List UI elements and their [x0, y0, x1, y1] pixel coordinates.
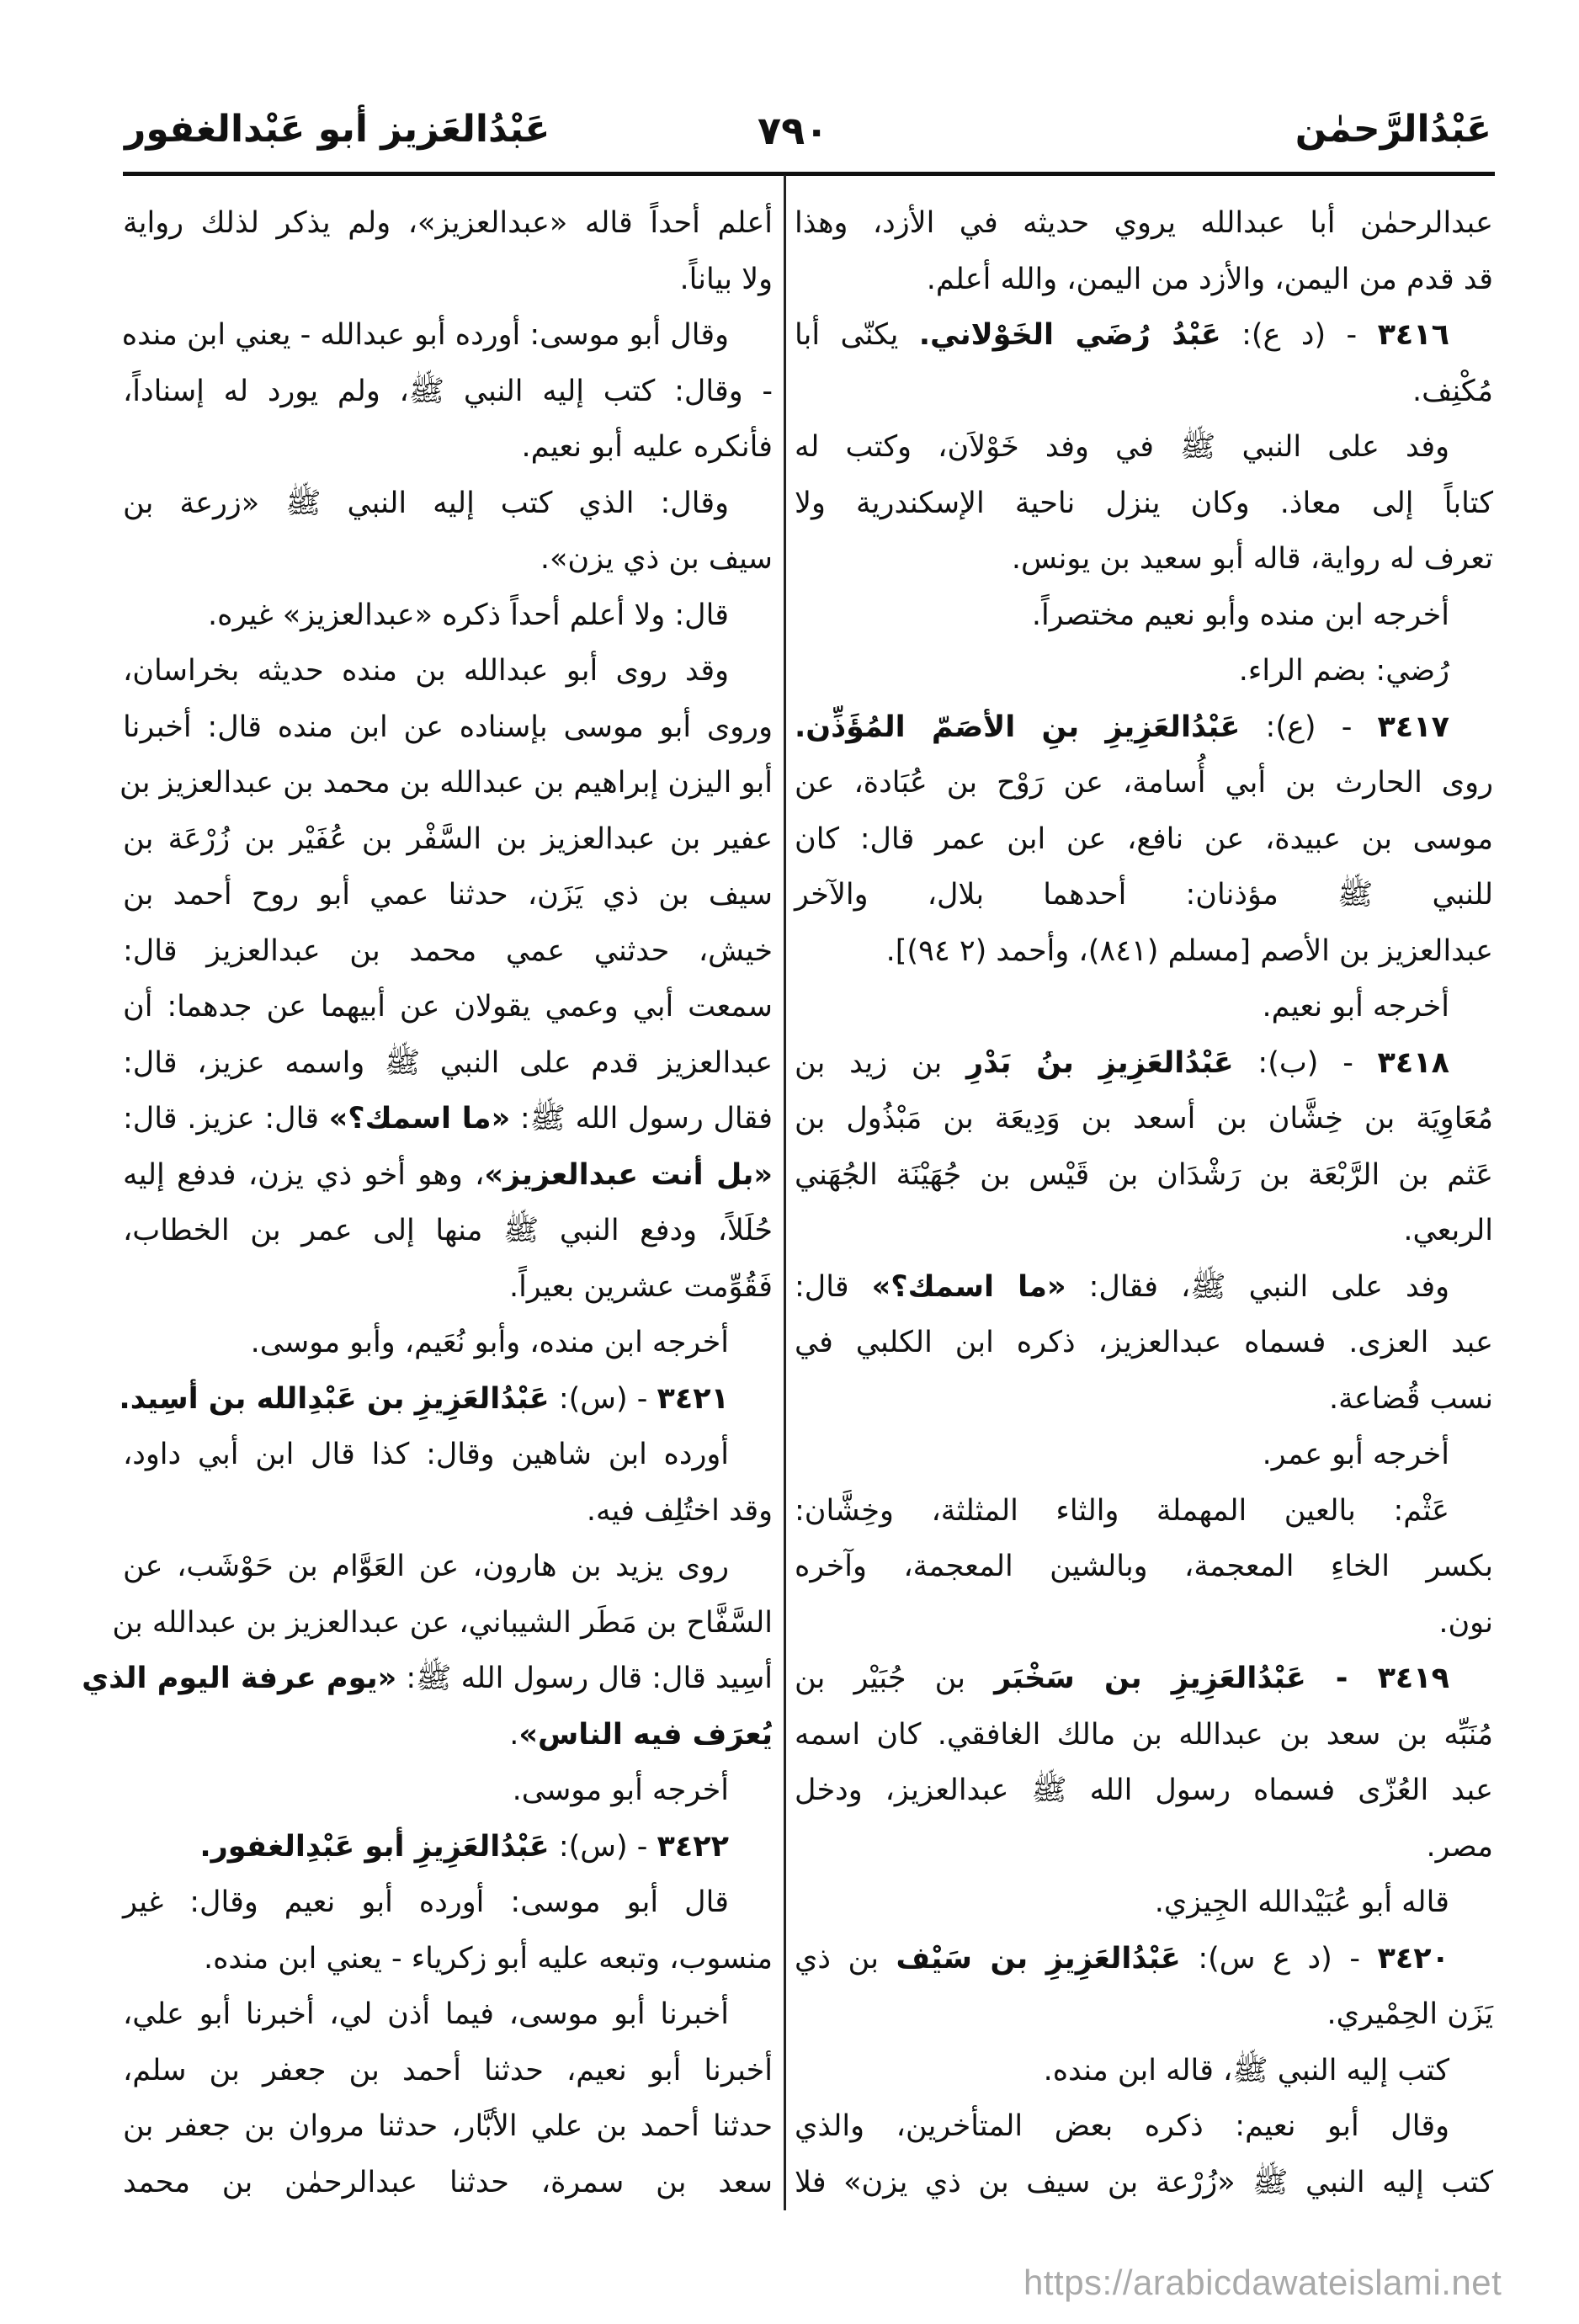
text-run: قال: عزيز. قال:: [123, 1102, 329, 1135]
running-header-right: عَبْدُالرَّحمٰن: [1295, 108, 1491, 151]
text-run: عبد العُزّى فسماه رسول الله ﷺ عبدالعزيز، ودخل: [795, 1774, 1493, 1807]
text-run: عفير بن عبدالعزيز بن السَّفْر بن عُفَيْر بن زُرْعَة بن: [123, 822, 773, 856]
text-run: أخرجه أبو موسى.: [512, 1774, 729, 1807]
text-run: كتب إليه النبي ﷺ، قاله ابن منده.: [1043, 2053, 1449, 2087]
text-line: [795, 588, 1493, 644]
text-line: [795, 2098, 1493, 2155]
text-run: عبد العزى. فسماه عبدالعزيز، ذكره ابن الكلبي في: [795, 1326, 1493, 1359]
text-run: قاله أبو عُبَيْدالله الجِيزي.: [1154, 1885, 1449, 1919]
text-line: [123, 867, 773, 923]
text-line: [123, 364, 773, 420]
text-line: [795, 531, 1493, 588]
text-run: وقد اختُلِف فيه.: [586, 1493, 773, 1528]
bold-text-run: عَبْدُالعَزِيزِ بنُ بَدْرِ: [965, 1045, 1234, 1080]
text-line: [795, 1315, 1493, 1371]
watermark-url: https://arabicdawateislami.net: [1023, 2263, 1502, 2302]
text-line: [795, 307, 1493, 364]
text-line: [795, 1259, 1493, 1316]
text-line: [123, 252, 773, 308]
text-run: فَقُوِّمت عشرين بعيراً.: [508, 1269, 773, 1304]
text-line: [795, 1371, 1493, 1428]
text-line: [795, 419, 1493, 476]
text-line: [123, 195, 773, 252]
text-run: يَزَن الحِمْيري.: [1326, 1997, 1493, 2031]
left-column: [82, 195, 773, 2210]
text-run: سعد بن سمرة، حدثنا عبدالرحمٰن بن محمد: [123, 2165, 773, 2199]
bold-text-run: عَبْدُالعَزِيزِ بنِ الأصَمّ المُؤَذِّن.: [795, 710, 1241, 744]
text-line: [795, 643, 1493, 699]
bold-text-run: ٣٤١٦: [1377, 318, 1450, 352]
bold-text-run: ٣٤١٧: [1377, 710, 1449, 744]
text-run: سيف بن ذي يَزَن، حدثنا عمي أبو روح أحمد بن: [123, 878, 773, 912]
bold-text-run: ٣٤٢١: [657, 1381, 729, 1416]
text-run: مُنَبِّه بن سعد بن عبدالله بن مالك الغافقي. كان اسمه: [795, 1717, 1493, 1752]
text-run: روى يزيد بن هارون، عن العَوَّام بن حَوْشَب، عن: [123, 1550, 729, 1583]
text-run: قال أبو موسى: أورده أبو نعيم وقال: غير: [123, 1885, 729, 1919]
text-line: [795, 1147, 1493, 1204]
text-run: قال:: [795, 1269, 872, 1304]
text-line: [795, 1035, 1493, 1092]
text-run: عبدالعزيز قدم على النبي ﷺ واسمه عزيز، قال:: [123, 1045, 773, 1080]
text-run: - (س):: [549, 1829, 657, 1864]
text-line: [123, 588, 773, 644]
text-line: [112, 1595, 773, 1651]
text-run: رُضي: بضم الراء.: [1238, 654, 1449, 688]
text-line: [795, 364, 1493, 420]
bold-text-run: عَبْدُالعَزِيزِ بن عَبْدِالله بن أسِيد.: [119, 1381, 550, 1416]
text-line: [123, 419, 773, 476]
text-line: [795, 1203, 1493, 1259]
text-run: موسى بن عبيدة، عن نافع، عن ابن عمر قال: كان: [795, 822, 1493, 856]
text-run: الربعي.: [1403, 1214, 1493, 1247]
header-rule: [123, 172, 1495, 176]
text-run: نسب قُضاعة.: [1329, 1381, 1493, 1416]
text-run: .: [509, 1717, 519, 1752]
text-line: [123, 1763, 773, 1819]
text-line: [120, 755, 773, 811]
text-run: بن زيد بن: [795, 1045, 966, 1080]
text-line: [123, 2043, 773, 2099]
text-run: روى الحارث بن أبي أُسامة، عن رَوْح بن عُبَادة، عن: [795, 766, 1493, 800]
bold-text-run: يُعرَف فيه الناس»: [518, 1717, 773, 1752]
text-line: [123, 1483, 773, 1540]
page-number: ٧٩٠: [758, 108, 829, 153]
text-run: عبدالعزيز بن الأصم [مسلم (٨٤١)، وأحمد (٢ ٩٤)].: [885, 933, 1493, 968]
text-line: [795, 979, 1493, 1035]
text-run: أخرجه أبو عمر.: [1262, 1438, 1449, 1471]
text-line: [123, 1315, 773, 1371]
text-run: ، وهو أخو ذي يزن، فدفع إليه: [123, 1157, 485, 1192]
text-run: وروى أبو موسى بإسناده عن ابن منده قال: أخبرنا: [123, 710, 773, 744]
text-line: [795, 1427, 1493, 1483]
bold-text-run: عَبْدُ رُضَي الخَوْلاني.: [918, 318, 1221, 352]
text-run: وفد على النبي ﷺ في وفد خَوْلاَن، وكتب له: [795, 430, 1449, 464]
text-line: [123, 1091, 773, 1147]
text-line: [123, 2155, 773, 2211]
text-line: [795, 755, 1493, 811]
text-run: عبدالرحمٰن أبا عبدالله يروي حديثه في الأزد، وهذا: [795, 206, 1493, 240]
text-line: [123, 2098, 773, 2155]
text-line: [123, 307, 773, 364]
text-run: وقال أبو موسى: أورده أبو عبدالله - يعني ابن منده: [121, 318, 729, 352]
text-run: بن ذي: [795, 1941, 896, 1976]
text-line: [795, 476, 1493, 532]
text-run: للنبي ﷺ مؤذنان: أحدهما بلال، والآخر: [795, 878, 1493, 912]
text-line: [123, 1035, 773, 1092]
text-run: قد قدم من اليمن، والأزد من اليمن، والله أعلم.: [926, 262, 1493, 296]
text-line: [795, 195, 1493, 252]
text-line: [795, 811, 1493, 868]
text-run: أورده ابن شاهين وقال: كذا قال ابن أبي داود،: [123, 1438, 729, 1471]
text-line: [795, 1707, 1493, 1763]
text-line: [123, 1259, 773, 1316]
text-line: [795, 1986, 1493, 2043]
text-run: سيف بن ذي يزن».: [540, 542, 773, 576]
text-run: خيش، حدثني عمي محمد بن عبدالعزيز قال:: [123, 933, 773, 968]
text-line: [123, 1147, 773, 1204]
text-line: [123, 979, 773, 1035]
running-header-left: عَبْدُالعَزيز أبو عَبْدالغفور: [125, 108, 550, 151]
column-divider: [784, 175, 786, 2210]
text-run: عَثْم: بالعين المهملة والثاء المثلثة، وخِشَّان:: [795, 1493, 1449, 1528]
text-run: قال: ولا أعلم أحداً ذكره «عبدالعزيز» غيره.: [208, 598, 729, 632]
text-line: [795, 1875, 1493, 1931]
text-run: تعرف له رواية، قاله أبو سعيد بن يونس.: [1011, 542, 1493, 576]
text-line: [119, 1371, 773, 1428]
text-run: فقال رسول الله ﷺ:: [510, 1102, 773, 1135]
text-line: [123, 811, 773, 868]
bold-text-run: عَبْدُالعَزِيزِ أبو عَبْدِالغفور.: [199, 1829, 550, 1864]
text-line: [795, 1931, 1493, 1987]
text-line: [123, 531, 773, 588]
text-run: وقد روى أبو عبدالله بن منده حديثه بخراسان،: [123, 654, 729, 688]
text-run: كتب إليه النبي ﷺ «زُرْعة بن سيف بن ذي يزن» فلا: [795, 2165, 1493, 2199]
text-run: مُعَاوِيَة بن خِشَّان بن أسعد بن وَدِيعَة بن مَبْذُول بن: [795, 1102, 1493, 1135]
text-run: سمعت أبي وعمي يقولان عن أبيهما عن جدهما: أن: [123, 990, 773, 1024]
text-line: [123, 643, 773, 699]
text-run: أسِيد قال: قال رسول الله ﷺ:: [396, 1662, 773, 1695]
bold-text-run: «بل أنت عبدالعزيز»: [484, 1157, 773, 1192]
bold-text-run: «يوم عرفة اليوم الذي: [82, 1662, 397, 1695]
text-line: [123, 1931, 773, 1987]
text-run: بكسر الخاءِ المعجمة، وبالشين المعجمة، وآخره: [795, 1550, 1493, 1583]
text-run: - (د ع):: [1220, 318, 1378, 352]
text-run: أبو اليزن إبراهيم بن عبدالله بن محمد بن عبدالعزيز بن: [120, 766, 773, 800]
text-run: كتاباً إلى معاذ. وكان ينزل ناحية الإسكندرية ولا: [795, 486, 1493, 520]
text-run: مُكْنِف.: [1412, 374, 1493, 408]
text-line: [82, 1651, 773, 1707]
bold-text-run: ٣٤١٩ - عَبْدُالعَزِيزِ بن سَخْبَر: [994, 1662, 1450, 1695]
text-run: منسوب، وتبعه عليه أبو زكرياء - يعني ابن منده.: [203, 1941, 773, 1976]
text-run: وقال: الذي كتب إليه النبي ﷺ «زرعة بن: [123, 486, 729, 520]
text-run: أخبرنا أبو نعيم، حدثنا أحمد بن جعفر بن سلم،: [123, 2053, 773, 2087]
text-run: مصر.: [1426, 1829, 1493, 1864]
bold-text-run: ٣٤٢٠: [1377, 1941, 1449, 1976]
text-line: [123, 1707, 773, 1763]
text-run: ولا بياناً.: [679, 262, 773, 296]
text-run: أخرجه ابن منده، وأبو نُعَيم، وأبو موسى.: [250, 1326, 729, 1359]
text-run: وفد على النبي ﷺ، فقال:: [1066, 1269, 1449, 1304]
text-run: وقال أبو نعيم: ذكره بعض المتأخرين، والذي: [795, 2109, 1449, 2143]
text-run: السَّفَّاح بن مَطَر الشيباني، عن عبدالعزيز بن عبدالله بن: [112, 1605, 773, 1640]
text-run: - (س):: [549, 1381, 657, 1416]
text-run: يكنّى أبا: [795, 318, 919, 352]
right-column: [795, 195, 1493, 2210]
text-run: - وقال: كتب إليه النبي ﷺ، ولم يورد له إسناداً،: [123, 374, 773, 408]
text-run: - (ع):: [1240, 710, 1378, 744]
text-line: [795, 2155, 1493, 2211]
text-line: [795, 1539, 1493, 1595]
text-line: [795, 2043, 1493, 2099]
text-run: حُلَلاً، ودفع النبي ﷺ منها إلى عمر بن الخطاب،: [123, 1214, 773, 1247]
text-run: حدثنا أحمد بن علي الأبَّار، حدثنا مروان بن جعفر بن: [123, 2109, 773, 2143]
text-run: أخبرنا أبو موسى، فيما أذن لي، أخبرنا أبو علي،: [123, 1997, 729, 2031]
text-run: - (ب):: [1233, 1045, 1378, 1080]
text-line: [795, 867, 1493, 923]
text-run: أخرجه أبو نعيم.: [1262, 990, 1449, 1024]
text-line: [795, 1651, 1493, 1707]
text-line: [123, 1539, 773, 1595]
bold-text-run: ٣٤٢٢: [657, 1829, 729, 1864]
text-run: بن جُبَيْر بن: [795, 1662, 995, 1695]
text-line: [795, 1819, 1493, 1875]
text-line: [795, 1595, 1493, 1651]
text-line: [123, 1427, 773, 1483]
text-line: [123, 1203, 773, 1259]
bold-text-run: «ما اسمك؟»: [871, 1269, 1066, 1304]
text-run: نون.: [1438, 1605, 1493, 1640]
text-run: أعلم أحداً قاله «عبدالعزيز»، ولم يذكر لذلك رواية: [123, 206, 773, 240]
text-line: [123, 476, 773, 532]
text-line: [795, 252, 1493, 308]
text-line: [795, 1763, 1493, 1819]
text-line: [795, 1483, 1493, 1540]
text-run: - (د ع س):: [1180, 1941, 1378, 1976]
text-line: [795, 1091, 1493, 1147]
text-line: [123, 699, 773, 756]
text-line: [795, 699, 1493, 756]
text-line: [795, 923, 1493, 980]
text-run: عَثم بن الرَّبْعَة بن رَشْدَان بن قَيْس بن جُهَيْنَة الجُهَني: [795, 1157, 1493, 1192]
text-line: [123, 1986, 773, 2043]
bold-text-run: ٣٤١٨: [1377, 1045, 1449, 1080]
text-line: [123, 1875, 773, 1931]
text-line: [123, 923, 773, 980]
bold-text-run: عَبْدُالعَزِيزِ بن سَيْف: [896, 1941, 1181, 1976]
text-run: فأنكره عليه أبو نعيم.: [521, 430, 773, 464]
text-run: أخرجه ابن منده وأبو نعيم مختصراً.: [1031, 598, 1449, 632]
bold-text-run: «ما اسمك؟»: [328, 1102, 511, 1135]
text-line: [123, 1819, 773, 1875]
